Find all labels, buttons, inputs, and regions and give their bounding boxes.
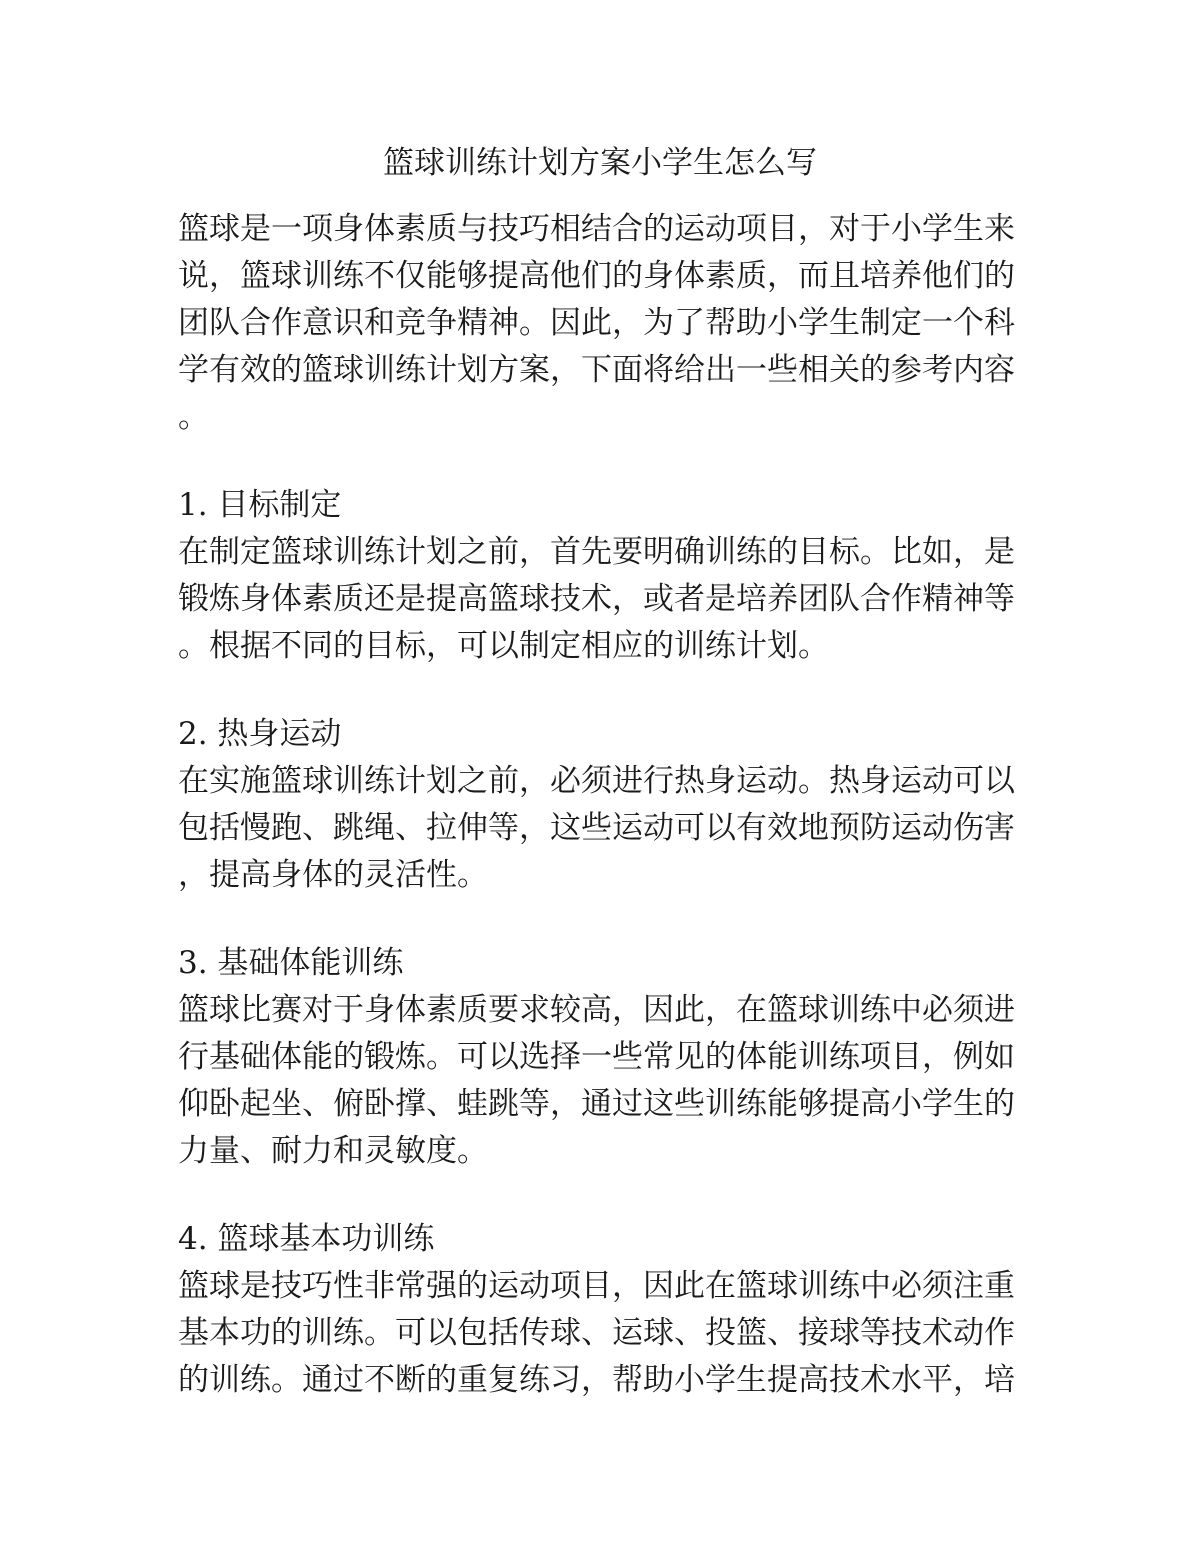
section-line: 行基础体能的锻炼。可以选择一些常见的体能训练项目，例如 <box>178 1039 1015 1075</box>
section-line: 基本功的训练。可以包括传球、运球、投篮、接球等技术动作 <box>178 1315 1015 1351</box>
intro-line: 。 <box>178 399 209 435</box>
section-line: 的训练。通过不断的重复练习，帮助小学生提高技术水平，培 <box>178 1362 1015 1398</box>
intro-line: 篮球是一项身体素质与技巧相结合的运动项目，对于小学生来 <box>178 211 1015 247</box>
intro-line: 说，篮球训练不仅能够提高他们的身体素质，而且培养他们的 <box>178 258 1015 294</box>
section-line: 包括慢跑、跳绳、拉伸等，这些运动可以有效地预防运动伤害 <box>178 810 1015 846</box>
intro-line: 学有效的篮球训练计划方案，下面将给出一些相关的参考内容 <box>178 352 1015 388</box>
section-heading: 2. 热身运动 <box>178 716 342 752</box>
section-heading: 1. 目标制定 <box>178 487 342 523</box>
document-title: 篮球训练计划方案小学生怎么写 <box>383 145 817 181</box>
section-heading: 3. 基础体能训练 <box>178 945 404 981</box>
section-line: 锻炼身体素质还是提高篮球技术，或者是培养团队合作精神等 <box>178 581 1015 617</box>
section-line: 。根据不同的目标，可以制定相应的训练计划。 <box>178 628 829 664</box>
section-line: 篮球比赛对于身体素质要求较高，因此，在篮球训练中必须进 <box>178 992 1015 1028</box>
section-line: 仰卧起坐、俯卧撑、蛙跳等，通过这些训练能够提高小学生的 <box>178 1086 1015 1122</box>
section-line: 在实施篮球训练计划之前，必须进行热身运动。热身运动可以 <box>178 763 1015 799</box>
section-line: 在制定篮球训练计划之前，首先要明确训练的目标。比如，是 <box>178 534 1015 570</box>
section-line: 篮球是技巧性非常强的运动项目，因此在篮球训练中必须注重 <box>178 1268 1015 1304</box>
section-line: 力量、耐力和灵敏度。 <box>178 1133 488 1169</box>
intro-line: 团队合作意识和竞争精神。因此，为了帮助小学生制定一个科 <box>178 305 1015 341</box>
section-heading: 4. 篮球基本功训练 <box>178 1221 435 1257</box>
section-line: ，提高身体的灵活性。 <box>178 857 488 893</box>
